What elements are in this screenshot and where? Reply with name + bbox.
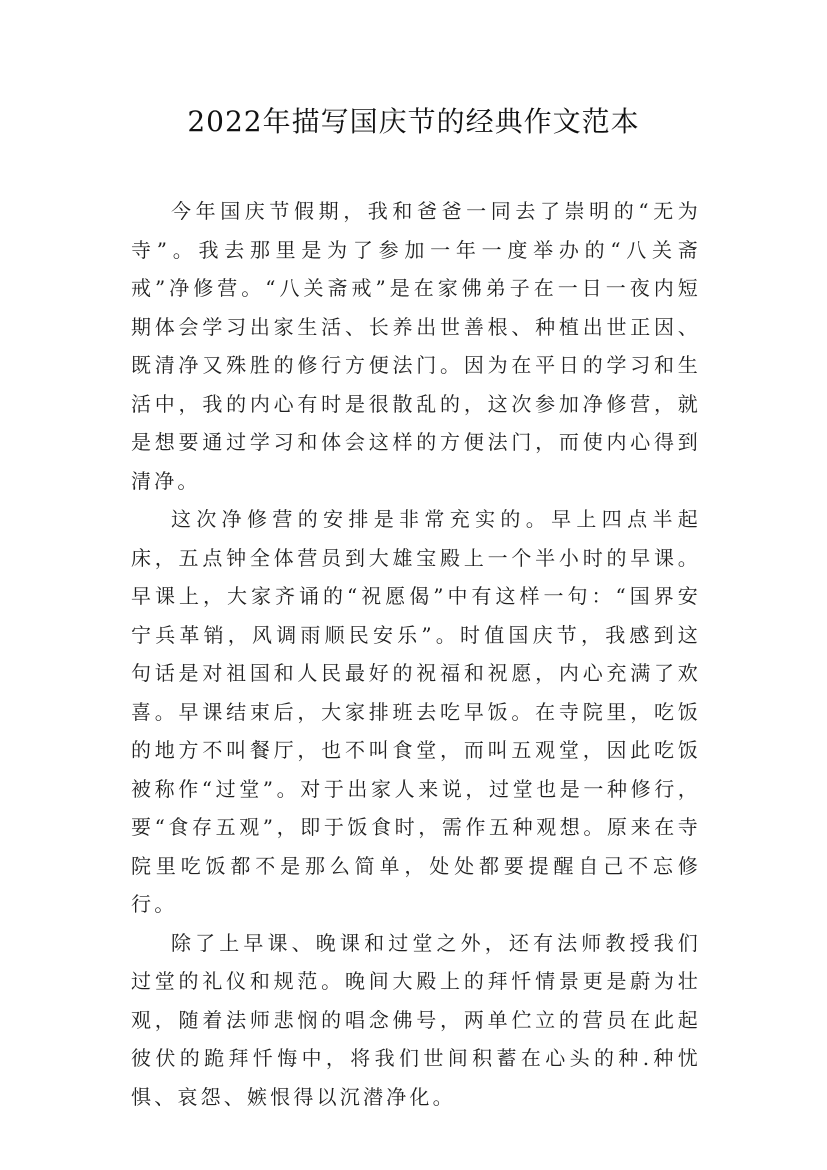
paragraph: 除了上早课、晚课和过堂之外，还有法师教授我们过堂的礼仪和规范。晚间大殿上的拜忏情景更是蔚为壮观，随着法师悲悯的唱念佛号，两单伫立的营员在此起彼伏的跪拜忏悔中，将我们世间积蓄在心头的种.种忧惧、哀怨、嫉恨得以沉潜净化。	[131, 930, 701, 1109]
paragraph: 这次净修营的安排是非常充实的。早上四点半起床，五点钟全体营员到大雄宝殿上一个半小时的早课。早课上，大家齐诵的“祝愿偈”中有这样一句：“国界安宁兵革销，风调雨顺民安乐”。时值国庆节，我感到这句话是对祖国和人民最好的祝福和祝愿，内心充满了欢喜。早课结束后，大家排班去吃早饭。在寺院里，吃饭的地方不叫餐厅，也不叫食堂，而叫五观堂，因此吃饭被称作“过堂”。对于出家人来说，过堂也是一种修行，要“食存五观”，即于饭食时，需作五种观想。原来在寺院里吃饭都不是那么简单，处处都要提醒自己不忘修行。	[131, 507, 701, 916]
paragraph: 今年国庆节假期，我和爸爸一同去了崇明的“无为寺”。我去那里是为了参加一年一度举办的“八关斋戒”净修营。“八关斋戒”是在家佛弟子在一日一夜内短期体会学习出家生活、长养出世善根、种植出世正因、既清净又殊胜的修行方便法门。因为在平日的学习和生活中，我的内心有时是很散乱的，这次参加净修营，就是想要通过学习和体会这样的方便法门，而使内心得到清净。	[131, 199, 701, 493]
document-body	[131, 192, 701, 1116]
document-title: 2022年描写国庆节的经典作文范本	[187, 105, 640, 138]
